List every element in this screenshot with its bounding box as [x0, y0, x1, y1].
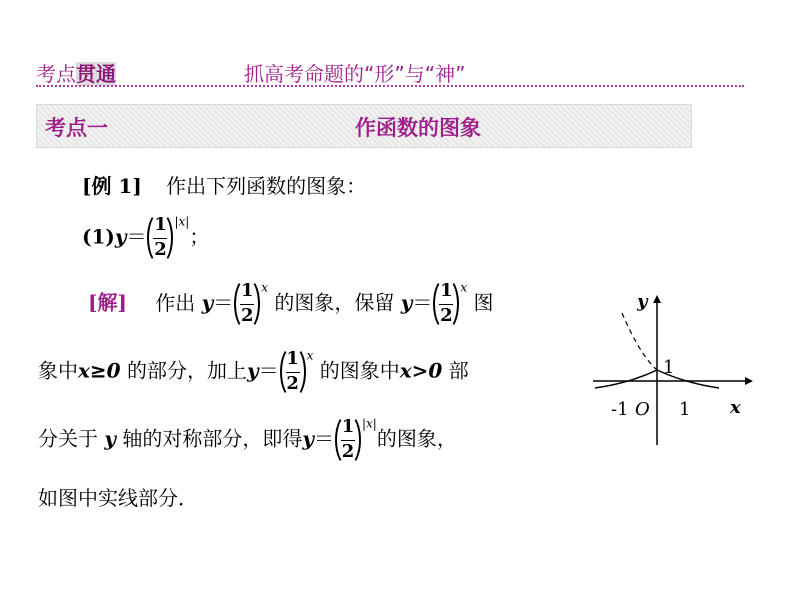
- exponent-abs-x: |x|: [361, 416, 377, 431]
- example-prompt: 作出下列函数的图象：: [166, 174, 367, 198]
- origin-label: O: [635, 399, 650, 420]
- solution-text: 分关于: [38, 426, 98, 451]
- solution-text: 的图象，: [376, 426, 457, 451]
- half-fraction: $\frac{1}{2}$: [433, 278, 459, 330]
- header-right: 抓高考命题的“形”与“神”: [244, 62, 466, 86]
- solution-text: 作出: [155, 290, 196, 315]
- x-axis-label: x: [730, 397, 741, 418]
- condition-x-gt-0: x>0: [399, 358, 443, 383]
- exponent-x: x: [306, 348, 314, 363]
- solution-eq: ＝: [213, 290, 234, 315]
- solution-text: 的图象中: [319, 358, 400, 383]
- tick-neg-1: -1: [611, 399, 629, 420]
- item-eq: ＝: [126, 224, 147, 249]
- solution-text: 部: [448, 358, 469, 383]
- solution-text: 图: [473, 290, 494, 315]
- item-y: y: [114, 224, 127, 249]
- solution-eq: ＝: [258, 358, 279, 383]
- half-fraction: $\frac{1}{2}$: [335, 414, 361, 466]
- y-axis-ref: y: [104, 426, 116, 451]
- solution-text: 的部分，加上: [126, 358, 247, 383]
- solution-y: y: [201, 290, 214, 315]
- item-semicolon: ；: [189, 224, 210, 249]
- header-left-highlight: 贯通: [76, 62, 116, 86]
- solution-y: y: [246, 358, 259, 383]
- solution-y: y: [302, 426, 314, 451]
- item-prefix: (1): [82, 224, 115, 249]
- example-tag: [例 1]: [82, 174, 142, 198]
- exponent-abs-x: |x|: [174, 214, 190, 229]
- item-1: [82, 212, 209, 264]
- solution-line-3: [38, 414, 457, 466]
- solid-curve-left: [595, 370, 657, 388]
- header-left-plain: 考点: [36, 62, 76, 86]
- solution-text: 的图象，保留: [274, 290, 395, 315]
- y-axis-arrow-icon: [653, 295, 661, 303]
- solution-line-4: 如图中实线部分．: [38, 486, 198, 510]
- dashed-curve: [622, 313, 657, 370]
- solution-text: 象中: [38, 358, 78, 383]
- solution-text: 轴的对称部分，即得: [122, 426, 303, 451]
- solution-line-1: [88, 278, 494, 330]
- solution-eq: ＝: [412, 290, 433, 315]
- y-axis-label: y: [637, 291, 648, 312]
- half-fraction: $\frac{1}{2}$: [147, 212, 173, 264]
- solution-line-2: [38, 346, 469, 398]
- example-line: [82, 170, 366, 199]
- half-fraction: $\frac{1}{2}$: [280, 346, 306, 398]
- solution-y: y: [400, 290, 413, 315]
- exponent-x: x: [460, 280, 468, 295]
- value-1-label: 1: [663, 357, 675, 378]
- section-bar: [36, 104, 692, 148]
- header-divider: [36, 85, 744, 87]
- solution-eq: ＝: [313, 426, 334, 451]
- x-axis-arrow-icon: [745, 377, 753, 385]
- function-graph: [585, 285, 760, 450]
- condition-x-ge-0: x≥0: [78, 358, 121, 383]
- half-fraction: $\frac{1}{2}$: [234, 278, 260, 330]
- section-label: 考点一: [45, 116, 108, 140]
- exponent-x: x: [261, 280, 269, 295]
- header-left: [36, 58, 116, 87]
- solution-tag: [解]: [88, 290, 127, 315]
- tick-1: 1: [679, 399, 691, 420]
- section-title: 作函数的图象: [355, 116, 481, 140]
